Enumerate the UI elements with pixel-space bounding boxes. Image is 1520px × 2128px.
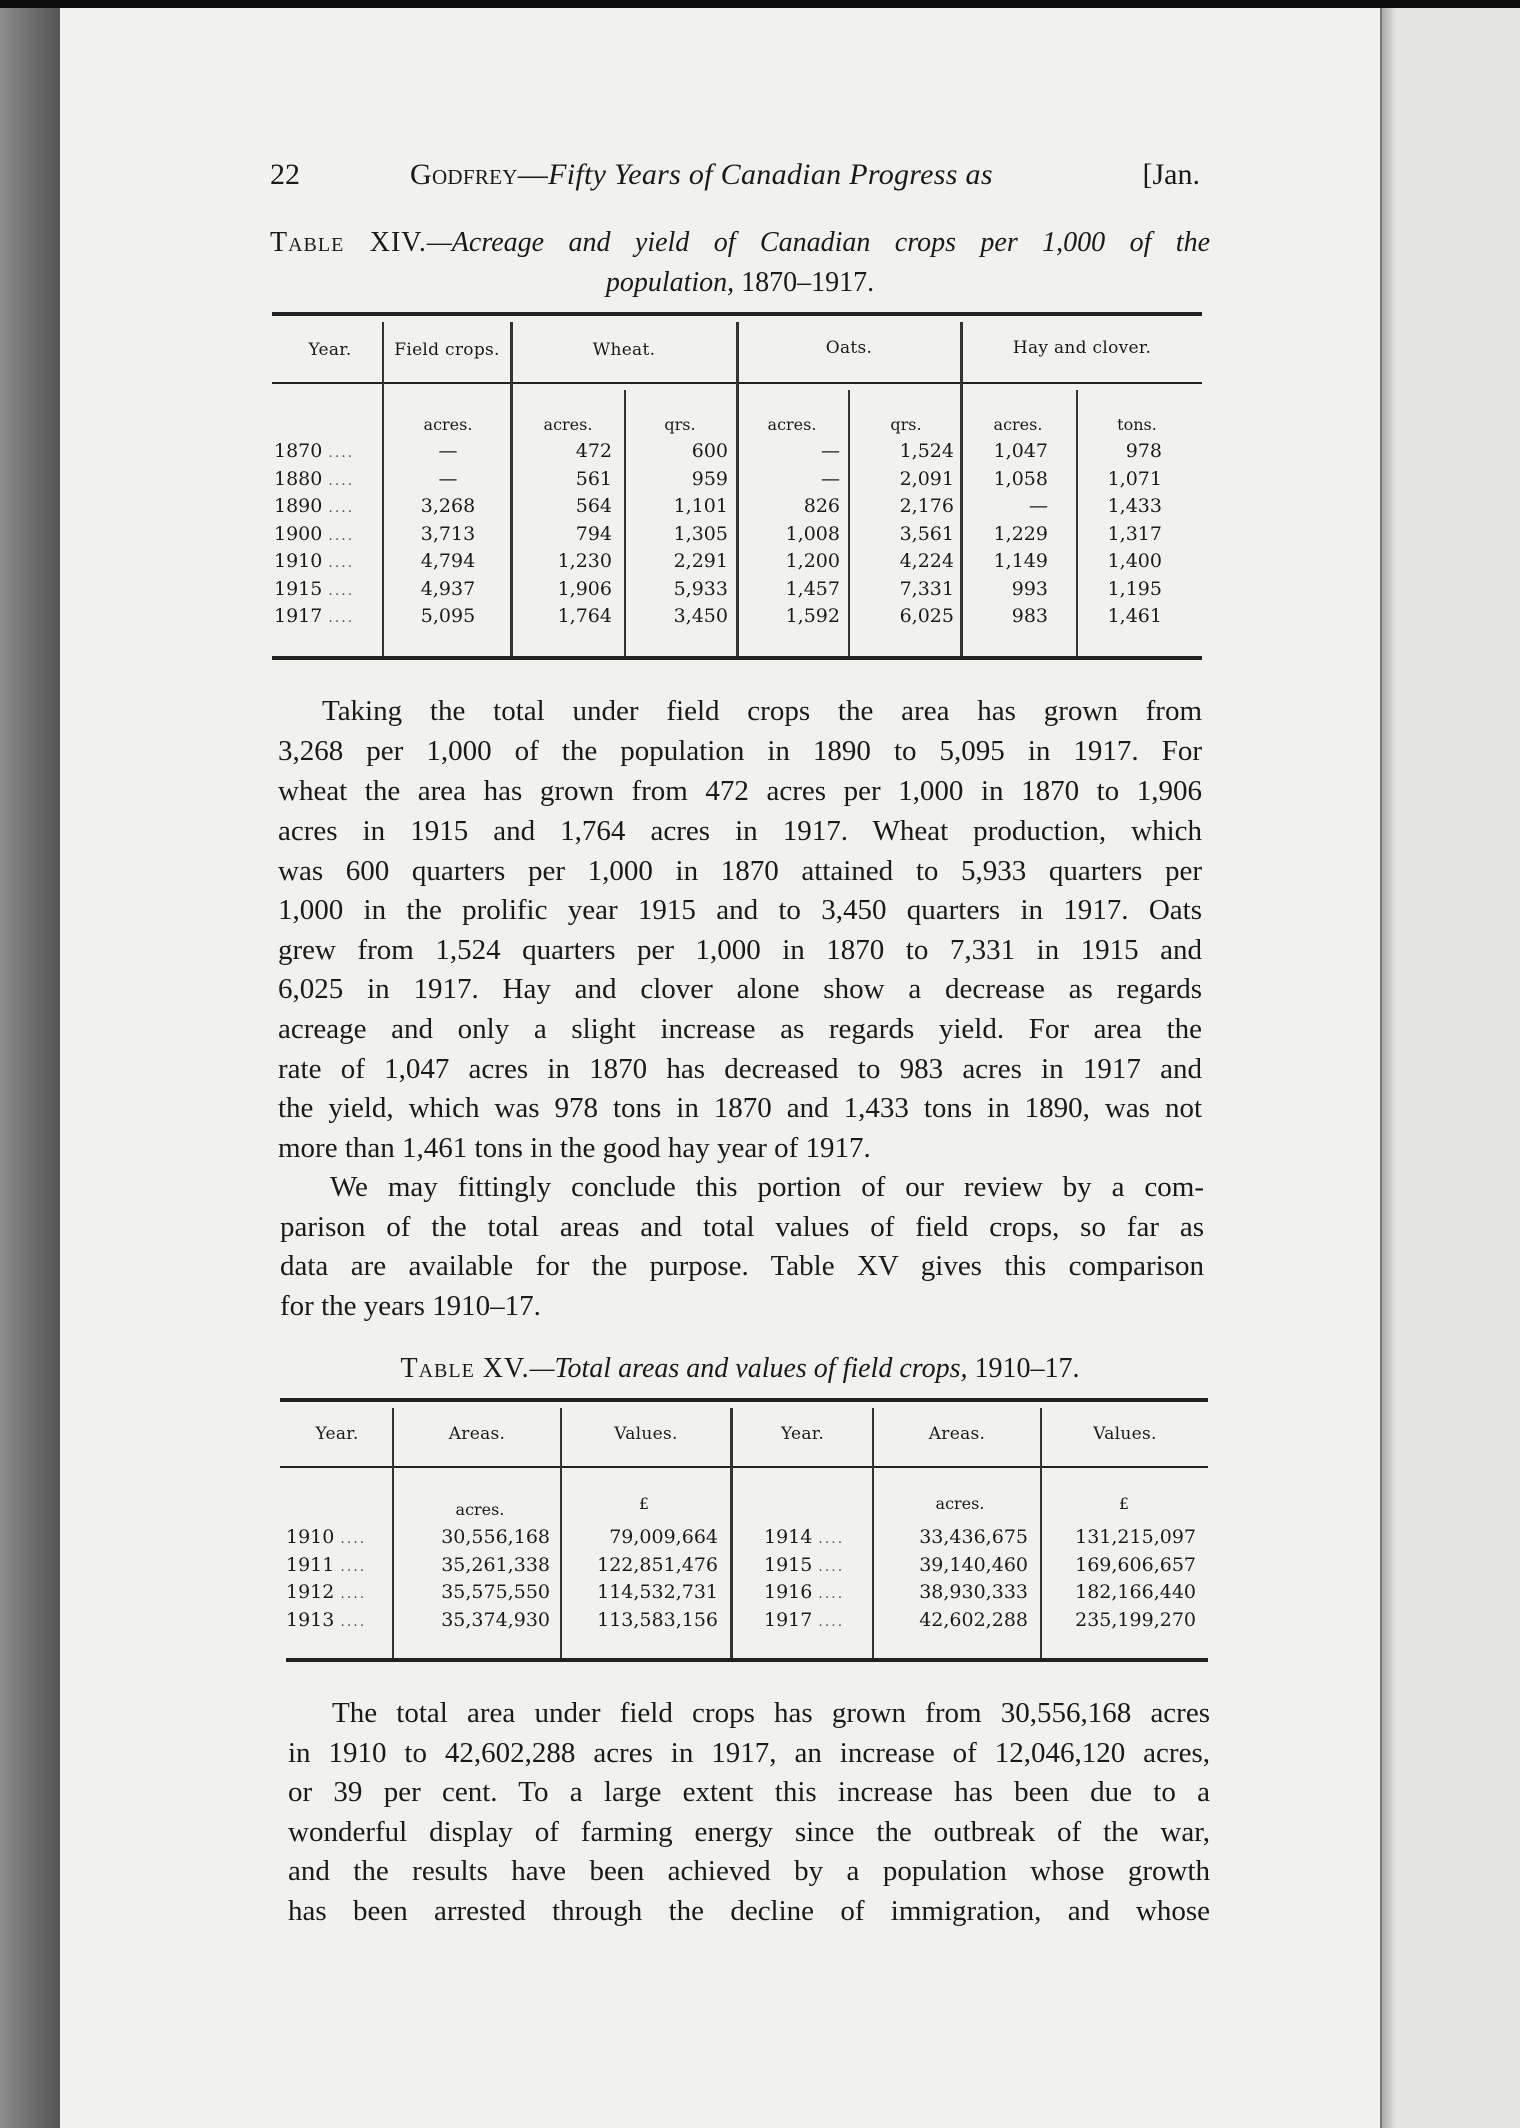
text-line: was 600 quarters per 1,000 in 1870 attained to 5,933 quarters per (278, 855, 1202, 887)
table-cell: — (438, 467, 458, 490)
text-line: and the results have been achieved by a population whose growth (288, 1855, 1210, 1887)
table-cell: 1,047 (993, 440, 1048, 462)
title-dash: — (517, 158, 549, 191)
table-cell: — (438, 440, 458, 462)
table-cell: 2,291 (673, 550, 728, 572)
table-cell: — (1029, 495, 1048, 517)
table-cell: 2,176 (899, 495, 954, 517)
table-cell: 1,457 (785, 577, 840, 600)
table-cell: 1,071 (1107, 467, 1162, 490)
table14-caption-line1: —Acreage and yield of Canadian crops per 1,000 of the (426, 227, 1210, 258)
table14-divider (736, 322, 739, 656)
table15-header-values-2: Values. (1093, 1424, 1157, 1444)
table-cell: 1,317 (1107, 522, 1162, 545)
table-cell: 4,224 (899, 550, 954, 572)
table-cell: 1916 .... (764, 1581, 845, 1603)
table-cell: 600 (691, 440, 728, 462)
author-name: Godfrey (410, 158, 518, 191)
table-cell: 235,199,270 (1075, 1608, 1196, 1631)
table-cell: 1880 .... (274, 467, 355, 490)
table15-top-rule (280, 1398, 1208, 1402)
table15-right-values-column (1046, 1524, 1196, 1634)
table-cell: 1,305 (673, 522, 728, 545)
table14-header-field-crops: Field crops. (394, 340, 500, 360)
table14-bottom-rule (272, 656, 1202, 660)
table-cell: 993 (1011, 577, 1048, 600)
text-line: wonderful display of farming energy since the outbreak of the war, (288, 1816, 1210, 1848)
table14-divider (960, 322, 963, 656)
table-cell: 122,851,476 (597, 1553, 718, 1576)
page-number: 22 (270, 158, 300, 191)
table14-oats-qrs-column (852, 438, 954, 631)
table15-divider (1040, 1408, 1042, 1658)
table-cell: 1,229 (993, 522, 1048, 545)
table14-unit: acres. (543, 415, 593, 434)
table-cell: 1,592 (785, 605, 840, 627)
text-line: 1,000 in the prolific year 1915 and to 3,450 quarters in 1917. Oats (278, 894, 1202, 926)
table14-divider (848, 390, 850, 656)
table15-left-areas-column (396, 1524, 550, 1634)
table-cell: 3,268 (420, 495, 476, 517)
text-line: the yield, which was 978 tons in 1870 and 1,433 tons in 1890, was not (278, 1092, 1202, 1124)
text-line: more than 1,461 tons in the good hay year of 1917. (278, 1132, 871, 1164)
table-cell: 794 (575, 522, 612, 545)
table-cell: 30,556,168 (441, 1526, 550, 1548)
table15-left-values-column (564, 1524, 718, 1634)
table-cell: 182,166,440 (1075, 1581, 1196, 1603)
table-cell: 1,461 (1107, 605, 1162, 627)
text-line: The total area under field crops has grown from 30,556,168 acres (332, 1697, 1210, 1729)
table14-divider (510, 322, 513, 656)
table15-header-areas-2: Areas. (928, 1424, 986, 1444)
table-cell: 826 (803, 495, 840, 517)
table-cell: 35,575,550 (441, 1581, 550, 1603)
table-cell: 169,606,657 (1075, 1553, 1196, 1576)
table-cell: 2,091 (899, 467, 954, 490)
table14-divider (624, 390, 626, 656)
text-line: in 1910 to 42,602,288 acres in 1917, an increase of 12,046,120 acres, (288, 1737, 1210, 1769)
table-cell: 113,583,156 (597, 1608, 718, 1631)
table15-divider (730, 1408, 733, 1658)
table-cell: 5,095 (420, 605, 476, 627)
table-cell: 564 (575, 495, 612, 517)
table14-hay-tons-column (1080, 438, 1162, 631)
adjacent-page (1382, 8, 1520, 2128)
text-line: Taking the total under field crops the area has grown from (322, 695, 1202, 727)
table-cell: — (821, 467, 840, 490)
table-cell: 6,025 (899, 605, 954, 627)
table14-header-year: Year. (308, 340, 352, 360)
table-cell: 42,602,288 (919, 1608, 1028, 1631)
text-line: We may fittingly conclude this portion of our review by a com- (330, 1171, 1204, 1203)
table15-header-rule (280, 1466, 1208, 1468)
text-line: rate of 1,047 acres in 1870 has decreased to 983 acres in 1917 and (278, 1053, 1202, 1085)
table-cell: 1,400 (1107, 550, 1162, 572)
table-cell: 1912 .... (286, 1581, 367, 1603)
text-line: or 39 per cent. To a large extent this increase has been due to a (288, 1776, 1210, 1808)
table15-header-year: Year. (315, 1424, 359, 1444)
table15-unit: £ (1118, 1494, 1130, 1513)
table15-unit: acres. (455, 1500, 505, 1519)
table-cell: 1910 .... (286, 1526, 367, 1548)
table-cell: 1913 .... (286, 1608, 367, 1631)
table-cell: 1911 .... (286, 1553, 367, 1576)
table15-bottom-rule (286, 1658, 1208, 1662)
table-cell: 4,937 (420, 577, 476, 600)
running-title (410, 158, 993, 192)
table-cell: 1,101 (673, 495, 728, 517)
table-cell: 1917 .... (764, 1608, 845, 1631)
table14-unit: qrs. (890, 415, 922, 434)
table-cell: 1,200 (785, 550, 840, 572)
table-cell: 983 (1011, 605, 1048, 627)
table-cell: 472 (575, 440, 612, 462)
table15-caption (280, 1350, 1200, 1388)
table14-divider (382, 322, 384, 656)
table15-divider (872, 1408, 874, 1658)
table-cell: 1915 .... (274, 577, 355, 600)
text-line: 6,025 in 1917. Hay and clover alone show a decrease as regards (278, 973, 1202, 1005)
text-line: has been arrested through the decline of immigration, and whose (288, 1895, 1210, 1927)
text-line: for the years 1910–17. (280, 1290, 541, 1322)
table14-caption-line2 (270, 264, 1210, 302)
table15-unit: £ (638, 1494, 650, 1513)
text-line: parison of the total areas and total values of field crops, so far as (280, 1211, 1204, 1243)
table-cell: — (821, 440, 840, 462)
table15-caption-years: 1910–17. (967, 1353, 1080, 1384)
table-cell: 38,930,333 (919, 1581, 1028, 1603)
table-cell: 1915 .... (764, 1553, 845, 1576)
table14-label: Table XIV. (270, 227, 427, 258)
table14-caption-italic: population, (605, 267, 735, 298)
issue-date: [Jan. (1142, 158, 1200, 191)
table-cell: 3,450 (673, 605, 728, 627)
table14-hay-acres-column (966, 438, 1048, 631)
table-cell: 131,215,097 (1075, 1526, 1196, 1548)
table15-label: Table XV. (400, 1353, 530, 1384)
table-cell: 1,058 (993, 467, 1048, 490)
table-cell: 114,532,731 (597, 1581, 718, 1603)
table-cell: 1870 .... (274, 440, 355, 462)
table14-header-wheat: Wheat. (592, 340, 656, 360)
text-line: 3,268 per 1,000 of the population in 1890 to 5,095 in 1917. For (278, 735, 1202, 767)
table-cell: 33,436,675 (919, 1526, 1028, 1548)
table-cell: 5,933 (673, 577, 728, 600)
table15-right-areas-column (878, 1524, 1028, 1634)
table14-wheat-acres-column (516, 438, 612, 631)
table-cell: 3,561 (899, 522, 954, 545)
table-cell: 1900 .... (274, 522, 355, 545)
table-cell: 959 (691, 467, 728, 490)
table-cell: 1917 .... (274, 605, 355, 627)
table-cell: 1,906 (557, 577, 612, 600)
table-cell: 7,331 (899, 577, 954, 600)
table-cell: 35,374,930 (441, 1608, 550, 1631)
table-cell: 79,009,664 (609, 1526, 718, 1548)
table14-oats-acres-column (740, 438, 840, 631)
table-cell: 1,008 (785, 522, 840, 545)
table14-wheat-qrs-column (628, 438, 728, 631)
running-header (270, 158, 1210, 204)
article-title: Fifty Years of Canadian Progress as (548, 158, 993, 191)
table-cell: 561 (575, 467, 612, 490)
table-cell: 1914 .... (764, 1526, 845, 1548)
table14-unit: acres. (767, 415, 817, 434)
table-cell: 1910 .... (274, 550, 355, 572)
table14-unit: tons. (1117, 415, 1157, 434)
scan-top-edge (0, 0, 1520, 8)
text-line: acres in 1915 and 1,764 acres in 1917. Wheat production, which (278, 815, 1202, 847)
table15-header-values: Values. (614, 1424, 678, 1444)
table14-unit: qrs. (664, 415, 696, 434)
table15-caption-italic: —Total areas and values of field crops, (529, 1353, 968, 1384)
table15-header-year-2: Year. (780, 1424, 825, 1444)
table-cell: 39,140,460 (919, 1553, 1028, 1576)
table14-caption (270, 224, 1210, 262)
table14-header-oats: Oats. (825, 338, 873, 358)
table-cell: 35,261,338 (441, 1553, 550, 1576)
text-line: grew from 1,524 quarters per 1,000 in 1870 to 7,331 in 1915 and (278, 934, 1202, 966)
adjacent-page-shadow (1382, 8, 1396, 2128)
table14-year-column (274, 438, 382, 631)
table-cell: 1,195 (1107, 577, 1162, 600)
table14-top-rule (272, 312, 1202, 316)
table15-left-year-column (286, 1524, 392, 1634)
table-cell: 1,524 (899, 440, 954, 462)
table-cell: 1,764 (557, 605, 612, 627)
table15-unit: acres. (935, 1494, 985, 1513)
table-cell: 4,794 (420, 550, 476, 572)
table14-unit: acres. (993, 415, 1043, 434)
table15-divider (392, 1408, 394, 1658)
table14-divider (1076, 390, 1078, 656)
table14-header-hay: Hay and clover. (1012, 338, 1152, 358)
table14-unit: acres. (423, 415, 473, 434)
book-spine (0, 8, 60, 2128)
table14-caption-years: 1870–1917. (734, 267, 875, 298)
table-cell: 978 (1125, 440, 1162, 462)
table-cell: 3,713 (420, 522, 476, 545)
text-line: wheat the area has grown from 472 acres per 1,000 in 1870 to 1,906 (278, 775, 1202, 807)
text-line: data are available for the purpose. Table XV gives this comparison (280, 1250, 1204, 1282)
table-cell: 1,433 (1107, 495, 1162, 517)
table14-field-crops-column (390, 438, 506, 631)
table15-header-areas: Areas. (448, 1424, 506, 1444)
table-cell: 1,230 (557, 550, 612, 572)
table15-right-year-column (764, 1524, 872, 1634)
table-cell: 1,149 (993, 550, 1048, 572)
table-cell: 1890 .... (274, 495, 355, 517)
text-line: acreage and only a slight increase as regards yield. For area the (278, 1013, 1202, 1045)
table15-divider (560, 1408, 562, 1658)
